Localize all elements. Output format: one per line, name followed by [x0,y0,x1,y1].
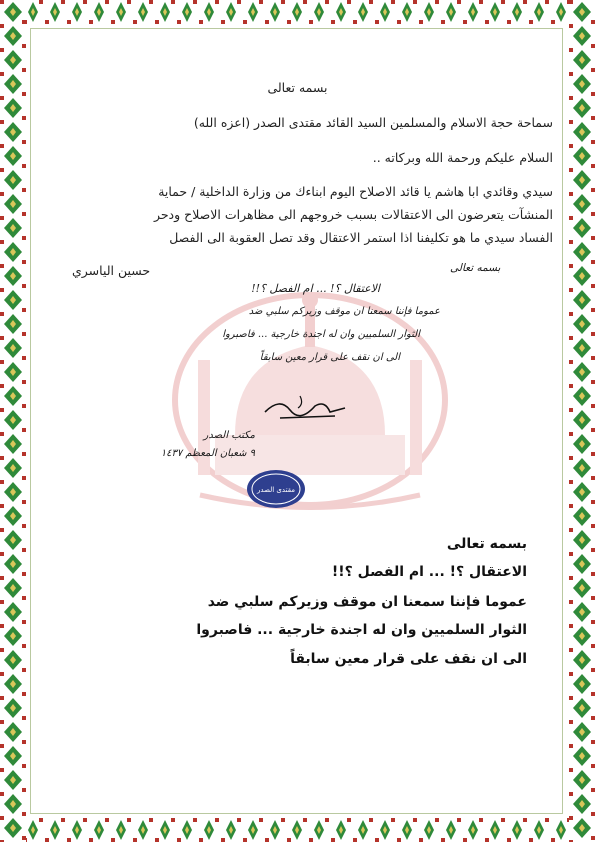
transcription-line: عموما فإننا سمعنا ان موقف وزيركم سلبي ضد [207,594,527,610]
letter-body-line: الفساد سيدي ما هو تكليفنا اذا استمر الاعتقال وقد تصل العقوبة الى الفصل [169,230,553,245]
decorative-border-top [0,0,595,24]
letter-basmala: بسمه تعالى [267,80,328,95]
handwritten-signature [260,392,350,422]
seal-text: مقتدى الصدر [257,486,295,494]
handwritten-date: ٩ شعبان المعظم ١٤٣٧ [160,448,255,459]
decorative-border-bottom [0,818,595,842]
handwritten-office-name: مكتب الصدر [203,430,255,441]
letter-body-line: المنشآت يتعرضون الى الاعتقالات بسبب خروجهم الى مظاهرات الاصلاح ودحر [153,207,553,222]
transcription-line: الثوار السلميين وان له اجندة خارجية ... فاصبروا [196,622,527,638]
official-seal [245,468,307,510]
transcription-line: الى ان نقف على قرار معين سابقاً [290,651,527,667]
handwritten-line: الثوار السلميين وان له اجندة خارجية ... فاصبروا [222,329,420,340]
mosque-dome-watermark [160,265,460,515]
handwritten-basmala: بسمه تعالى [450,262,501,274]
handwritten-line: الاعتقال ؟! ... ام الفصل ؟!! [251,282,380,295]
transcription-line: الاعتقال ؟! ... ام الفصل ؟!! [331,564,527,580]
letter-salutation: سماحة حجة الاسلام والمسلمين السيد القائد مقتدى الصدر (اعزه الله) [193,115,553,130]
handwritten-line: الى ان نقف على قرار معين سابقاً [259,352,400,363]
decorative-border-right [569,0,595,842]
handwritten-line: عموما فإننا سمعنا ان موقف وزيركم سلبي ضد [248,306,440,317]
letter-greeting: السلام عليكم ورحمة الله وبركاته .. [372,150,553,165]
transcription-line: بسمه تعالى [446,536,527,552]
letter-signer-name: حسين الياسري [72,263,151,278]
decorative-border-left [0,0,26,842]
letter-body-line: سيدي وقائدي ابا هاشم يا قائد الاصلاح اليوم ابناءك من وزارة الداخلية / حماية [158,184,553,199]
